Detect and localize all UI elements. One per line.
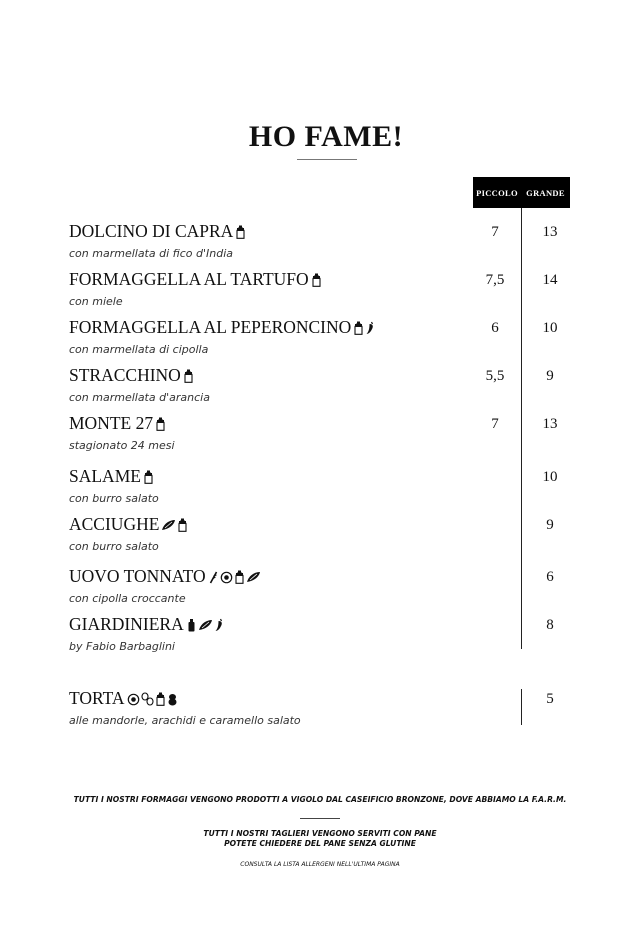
footer-cheese-note: TUTTI I NOSTRI FORMAGGI VENGONO PRODOTTI A VIGOLO DAL CASEIFICIO BRONZONE, DOVE ABBIAMO LA F.A.R.M. <box>73 795 567 804</box>
title-divider <box>297 159 357 160</box>
menu-item-label: FORMAGGELLA AL PEPERONCINO <box>69 317 352 337</box>
column-grande: GRANDE <box>526 187 565 198</box>
allergen-icons <box>353 321 376 335</box>
allergen-icons <box>311 273 322 287</box>
allergen-icons <box>143 470 154 484</box>
menu-item-description: by Fabio Barbaglini <box>69 640 175 653</box>
allergen-icons <box>208 570 261 584</box>
menu-item-label: STRACCHINO <box>69 365 181 385</box>
menu-item-label: FORMAGGELLA AL TARTUFO <box>69 269 309 289</box>
menu-item-label: GIARDINIERA <box>69 614 184 634</box>
price-piccolo: 5,5 <box>485 368 505 384</box>
price-piccolo: 6 <box>491 320 499 336</box>
price-grande: 10 <box>542 320 558 336</box>
menu-item-name <box>69 566 261 587</box>
footer-divider <box>300 818 340 819</box>
price-grande: 13 <box>542 224 558 240</box>
menu-item-description: con marmellata d'arancia <box>69 391 210 404</box>
fish-icon <box>198 618 213 632</box>
menu-item-name <box>69 514 188 535</box>
price-grande: 10 <box>542 469 558 485</box>
milk-icon <box>235 225 246 239</box>
menu-item-description: con burro salato <box>69 540 159 553</box>
column-piccolo: PICCOLO <box>476 187 518 198</box>
price-grande: 8 <box>546 617 554 633</box>
milk-icon <box>155 417 166 431</box>
menu-item-description: con cipolla croccante <box>69 592 186 605</box>
milk-icon <box>177 518 188 532</box>
milk-icon <box>234 570 245 584</box>
menu-item-description: con marmellata di cipolla <box>69 343 209 356</box>
price-piccolo: 7,5 <box>485 272 505 288</box>
menu-item-label: TORTA <box>69 688 125 708</box>
peanut-icon <box>141 692 154 706</box>
menu-item-label: UOVO TONNATO <box>69 566 206 586</box>
price-grande: 9 <box>546 368 554 384</box>
allergen-icons <box>186 618 225 632</box>
celery-icon <box>208 570 219 584</box>
allergen-icons <box>161 518 188 532</box>
chili-icon <box>214 618 225 632</box>
nut-icon <box>167 692 178 706</box>
price-piccolo: 7 <box>491 224 499 240</box>
price-grande: 6 <box>546 569 554 585</box>
menu-item-description: alle mandorle, arachidi e caramello salato <box>69 714 301 727</box>
menu-item-label: DOLCINO DI CAPRA <box>69 221 234 241</box>
milk-icon <box>183 369 194 383</box>
price-grande: 9 <box>546 517 554 533</box>
menu-item-label: MONTE 27 <box>69 413 154 433</box>
allergen-icons <box>183 369 194 383</box>
menu-item-label: SALAME <box>69 466 141 486</box>
menu-item-name <box>69 365 194 386</box>
egg-icon <box>127 692 140 706</box>
column-divider-dessert <box>521 689 522 725</box>
footer-bread-line: TUTTI I NOSTRI TAGLIERI VENGONO SERVITI CON PANE <box>203 829 437 838</box>
column-divider <box>521 208 522 649</box>
menu-item-label: ACCIUGHE <box>69 514 160 534</box>
footer-bread-note <box>0 829 640 849</box>
footer-gluten-line: POTETE CHIEDERE DEL PANE SENZA GLUTINE <box>224 839 416 848</box>
chili-icon <box>365 321 376 335</box>
price-grande: 5 <box>546 691 554 707</box>
menu-item-name <box>69 466 154 487</box>
milk-icon <box>311 273 322 287</box>
price-piccolo: 7 <box>491 416 499 432</box>
price-column-header <box>473 177 570 208</box>
milk-icon <box>143 470 154 484</box>
allergen-icons <box>235 225 246 239</box>
page-title: HO FAME! <box>248 120 404 153</box>
menu-item-name <box>69 688 178 709</box>
menu-item-description: con burro salato <box>69 492 159 505</box>
menu-item-description: con marmellata di fico d'India <box>69 247 234 260</box>
menu-item-name <box>69 614 225 635</box>
footer-allergen-note: CONSULTA LA LISTA ALLERGENI NELL'ULTIMA PAGINA <box>240 861 400 868</box>
fish-icon <box>246 570 261 584</box>
menu-item-description: con miele <box>69 295 123 308</box>
price-grande: 14 <box>542 272 558 288</box>
menu-item-name <box>69 317 376 338</box>
milk-icon <box>353 321 364 335</box>
fish-icon <box>161 518 176 532</box>
egg-icon <box>220 570 233 584</box>
menu-item-name <box>69 221 246 242</box>
menu-item-name <box>69 269 322 290</box>
allergen-icons <box>155 417 166 431</box>
price-grande: 13 <box>542 416 558 432</box>
menu-item-name <box>69 413 166 434</box>
allergen-icons <box>127 692 178 706</box>
milk-icon <box>155 692 166 706</box>
bottle-icon <box>186 618 197 632</box>
menu-item-description: stagionato 24 mesi <box>69 439 175 452</box>
